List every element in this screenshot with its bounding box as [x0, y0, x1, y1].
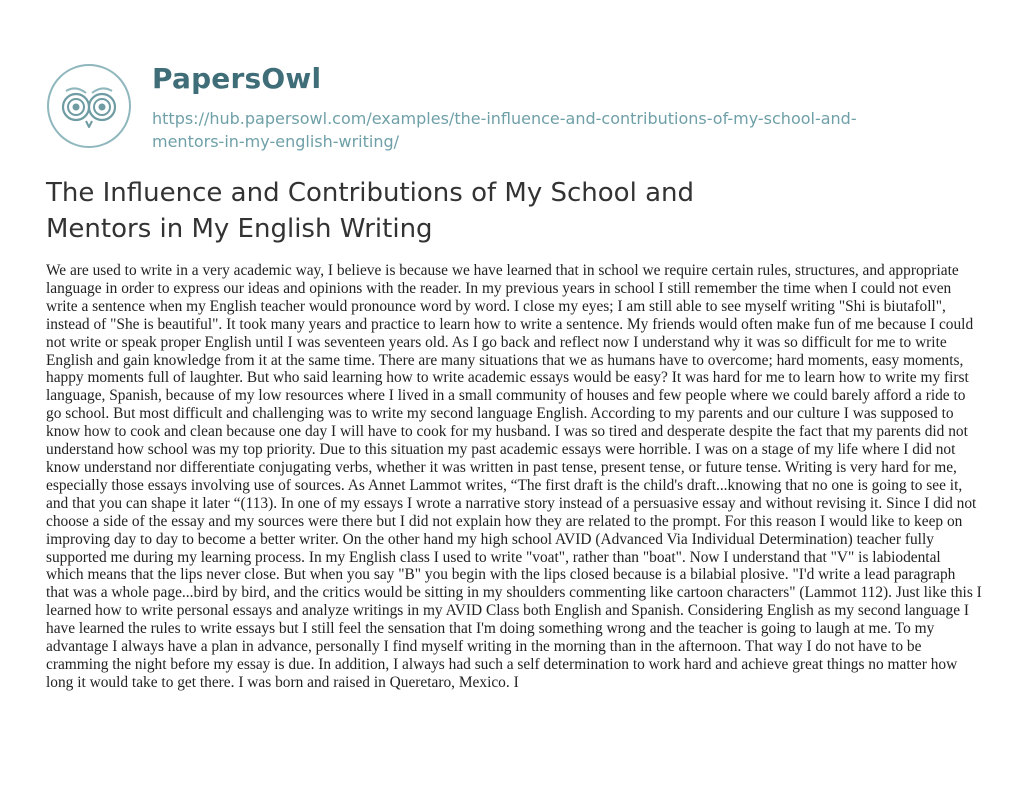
essay-body: We are used to write in a very academic way, I believe is because we have learned that in school we require certain rules, structures, and appropriate language in order to express our ideas and opinions with the reader. In my previous years in school I still remember the time when I could not even write a sentence when my English teacher would pronounce word by word. I close my eyes; I am still able to see myself writing "Shi is biutafoll", instead of "She is beautiful". It took many years and practice to learn how to write a sentence. My friends would often make fun of me because I could not write or speak proper English until I was seventeen years old. As I go back and reflect now I understand why it was so difficult for me to write English and gain knowledge from it at the same time. There are many situations that we as humans have to overcome; hard moments, easy moments, happy moments full of laughter. But who said learning how to write academic essays would be easy? It was hard for me to learn how to write my first language, Spanish, because of my low resources where I lived in a small community of houses and few people where we could barely afford a ride to go school. But most difficult and challenging was to write my second language English. According to my parents and our culture I was supposed to know how to cook and clean because one day I will have to cook for my husband. I was so tired and desperate despite the fact that my parents did not understand how school was my top priority. Due to this situation my past academic essays were horrible. I was on a stage of my life where I did not know understand nor differentiate conjugating verbs, whether it was written in past tense, present tense, or future tense. Writing is very hard for me, especially those essays involving use of sources. As Annet Lammot writes, “The first draft is the child's draft...knowing that no one is going to see it, and that you can shape it later “(113). In one of my essays I wrote a narrative story instead of a persuasive essay and without revising it. Since I did not choose a side of the essay and my sources were there but I did not explain how they are related to the prompt. For this reason I would like to keep on improving day to day to become a better writer. On the other hand my high school AVID (Advanced Via Individual Determination) teacher fully supported me during my learning process. In my English class I used to write "voat", rather than "boat". Now I understand that "V" is labiodental which means that the lips never close. But when you say "B" you begin with the lips closed because is a bilabial plosive. "I'd write a lead paragraph that was a whole page...bird by bird, and the critics would be sitting in my shoulders commenting like cartoon characters" (Lammot 112). Just like this I learned how to write personal essays and analyze writings in my AVID Class both English and Spanish. Considering English as my second language I have learned the rules to write essays but I still feel the sensation that I'm doing something wrong and the teacher is going to laugh at me. To my advantage I always have a plan in advance, personally I find myself writing in the morning than in the afternoon. That way I do not have to be cramming the night before my essay is due. In addition, I always had such a self determination to work hard and achieve great things no matter how long it would take to get there. I was born and raised in Queretaro, Mexico. I: [46, 262, 982, 691]
essay-title: The Influence and Contributions of My School and Mentors in My English Writing: [46, 178, 694, 244]
brand-name[interactable]: PapersOwl: [152, 62, 322, 95]
source-url-link[interactable]: https://hub.papersowl.com/examples/the-influence-and-contributions-of-my-school-and-mentors-in-my-english-writing/: [152, 109, 857, 151]
owl-eyes-icon[interactable]: [46, 63, 132, 149]
